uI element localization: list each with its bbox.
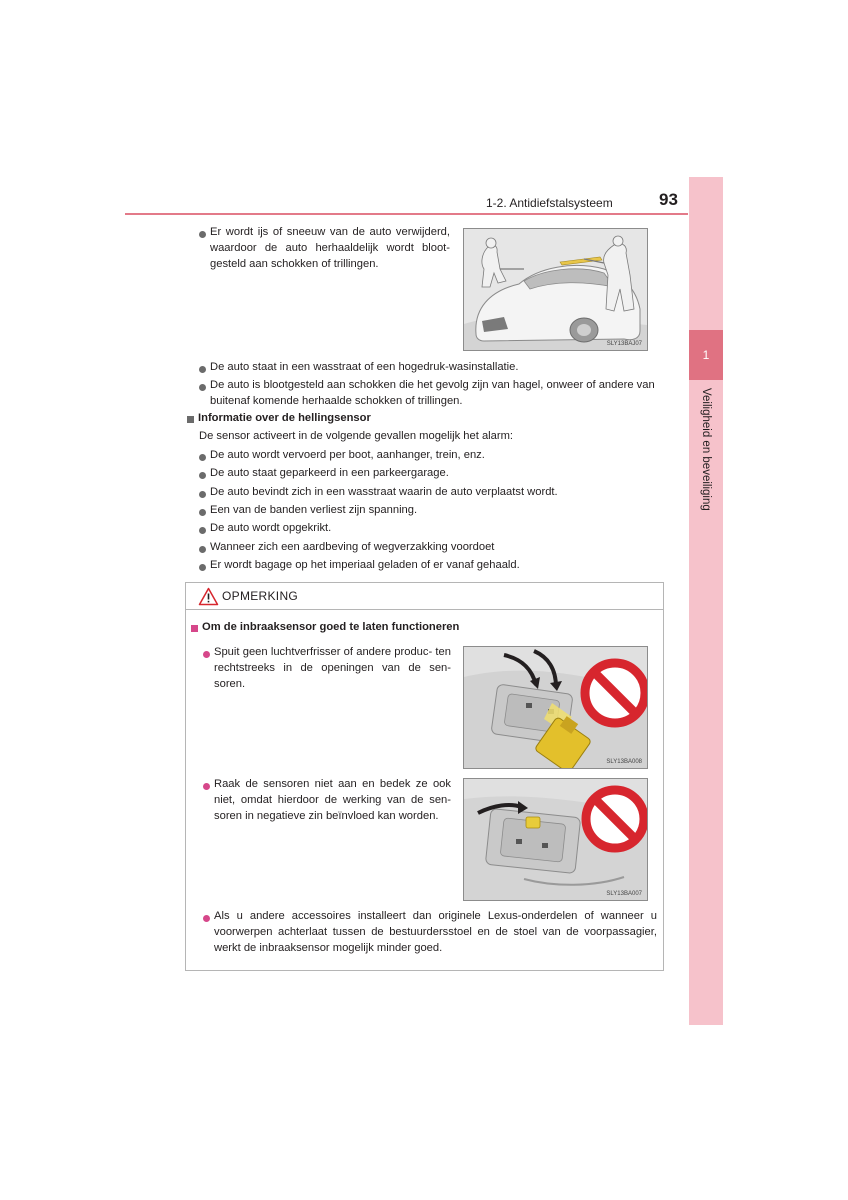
chapter-tab-strip (689, 177, 723, 1025)
image-code: SLY13BAJ07 (606, 341, 642, 347)
image-code: SLY13BA008 (606, 759, 642, 765)
notice-square-icon (191, 625, 198, 632)
notice-divider (186, 609, 663, 610)
bullet-icon (199, 454, 206, 461)
bullet-icon (203, 783, 210, 790)
chapter-number: 1 (702, 348, 710, 362)
air-freshener-prohibited-icon (464, 647, 647, 768)
intro-bullet-2: De auto staat in een wasstraat of een hogedruk-wasinstallatie. (210, 361, 519, 373)
notice-heading: Om de inbraaksensor goed te laten functioneren (202, 621, 460, 633)
image-code: SLY13BA007 (606, 891, 642, 897)
chapter-title-vertical: Veiligheid en beveiliging (700, 388, 712, 511)
section-title: 1-2. Antidiefstalsysteem (486, 196, 613, 210)
notice-label: OPMERKING (222, 589, 299, 603)
section-square-icon (187, 416, 194, 423)
car-snow-icon (464, 229, 647, 350)
sensor-spray-illustration (463, 646, 648, 769)
bullet-icon (199, 546, 206, 553)
intro-bullet-3: De auto is blootgesteld aan schokken die het gevolg zijn van hagel, onweer of andere van buitenaf komende herhaalde schokken of trillingen. (210, 379, 655, 407)
tilt-item-4: Een van de banden verliest zijn spanning. (210, 504, 418, 516)
notice-item-1: Spuit geen luchtverfrisser of andere produc- ten rechtstreeks in de openingen van de sen- soren. (214, 646, 451, 690)
chapter-number-box (689, 330, 723, 380)
bullet-icon (199, 527, 206, 534)
bullet-icon (199, 564, 206, 571)
tilt-section-heading: Informatie over de hellingsensor (198, 412, 371, 424)
snow-removal-illustration (463, 228, 648, 351)
tilt-item-2: De auto staat geparkeerd in een parkeergarage. (210, 467, 449, 479)
page-number: 93 (659, 190, 678, 209)
tilt-item-7: Er wordt bagage op het imperiaal geladen of er vanaf gehaald. (210, 559, 520, 571)
tilt-item-3: De auto bevindt zich in een wasstraat waarin de auto verplaatst wordt. (210, 486, 558, 498)
tilt-item-1: De auto wordt vervoerd per boot, aanhanger, trein, enz. (210, 449, 485, 461)
bullet-icon (203, 651, 210, 658)
bullet-icon (199, 491, 206, 498)
bullet-icon (199, 472, 206, 479)
bullet-icon (199, 366, 206, 373)
bullet-icon (199, 384, 206, 391)
header-rule (125, 213, 688, 215)
tilt-item-6: Wanneer zich een aardbeving of wegverzakking voordoet (210, 541, 495, 553)
tilt-item-5: De auto wordt opgekrikt. (210, 522, 332, 534)
sensor-cover-prohibited-icon (464, 779, 647, 900)
notice-item-3: Als u andere accessoires installeert dan originele Lexus-onderdelen of wanneer u voorwerpen achterlaat tussen de bestuurdersstoel en de stoel van de voorpassagier, werkt de inbraaksensor mogelijk minder goed. (214, 910, 657, 954)
bullet-icon (199, 231, 206, 238)
intro-bullet-1: Er wordt ijs of sneeuw van de auto verwijderd, waardoor de auto herhaaldelijk wordt bloot- gesteld aan schokken of trillingen. (210, 226, 450, 270)
tilt-section-intro: De sensor activeert in de volgende gevallen mogelijk het alarm: (199, 430, 514, 442)
sensor-touch-illustration (463, 778, 648, 901)
notice-item-2: Raak de sensoren niet aan en bedek ze ook niet, omdat hierdoor de werking van de sen- soren in negatieve zin beïnvloed kan worden. (214, 778, 451, 822)
warning-triangle-icon (198, 587, 219, 606)
bullet-icon (203, 915, 210, 922)
bullet-icon (199, 509, 206, 516)
